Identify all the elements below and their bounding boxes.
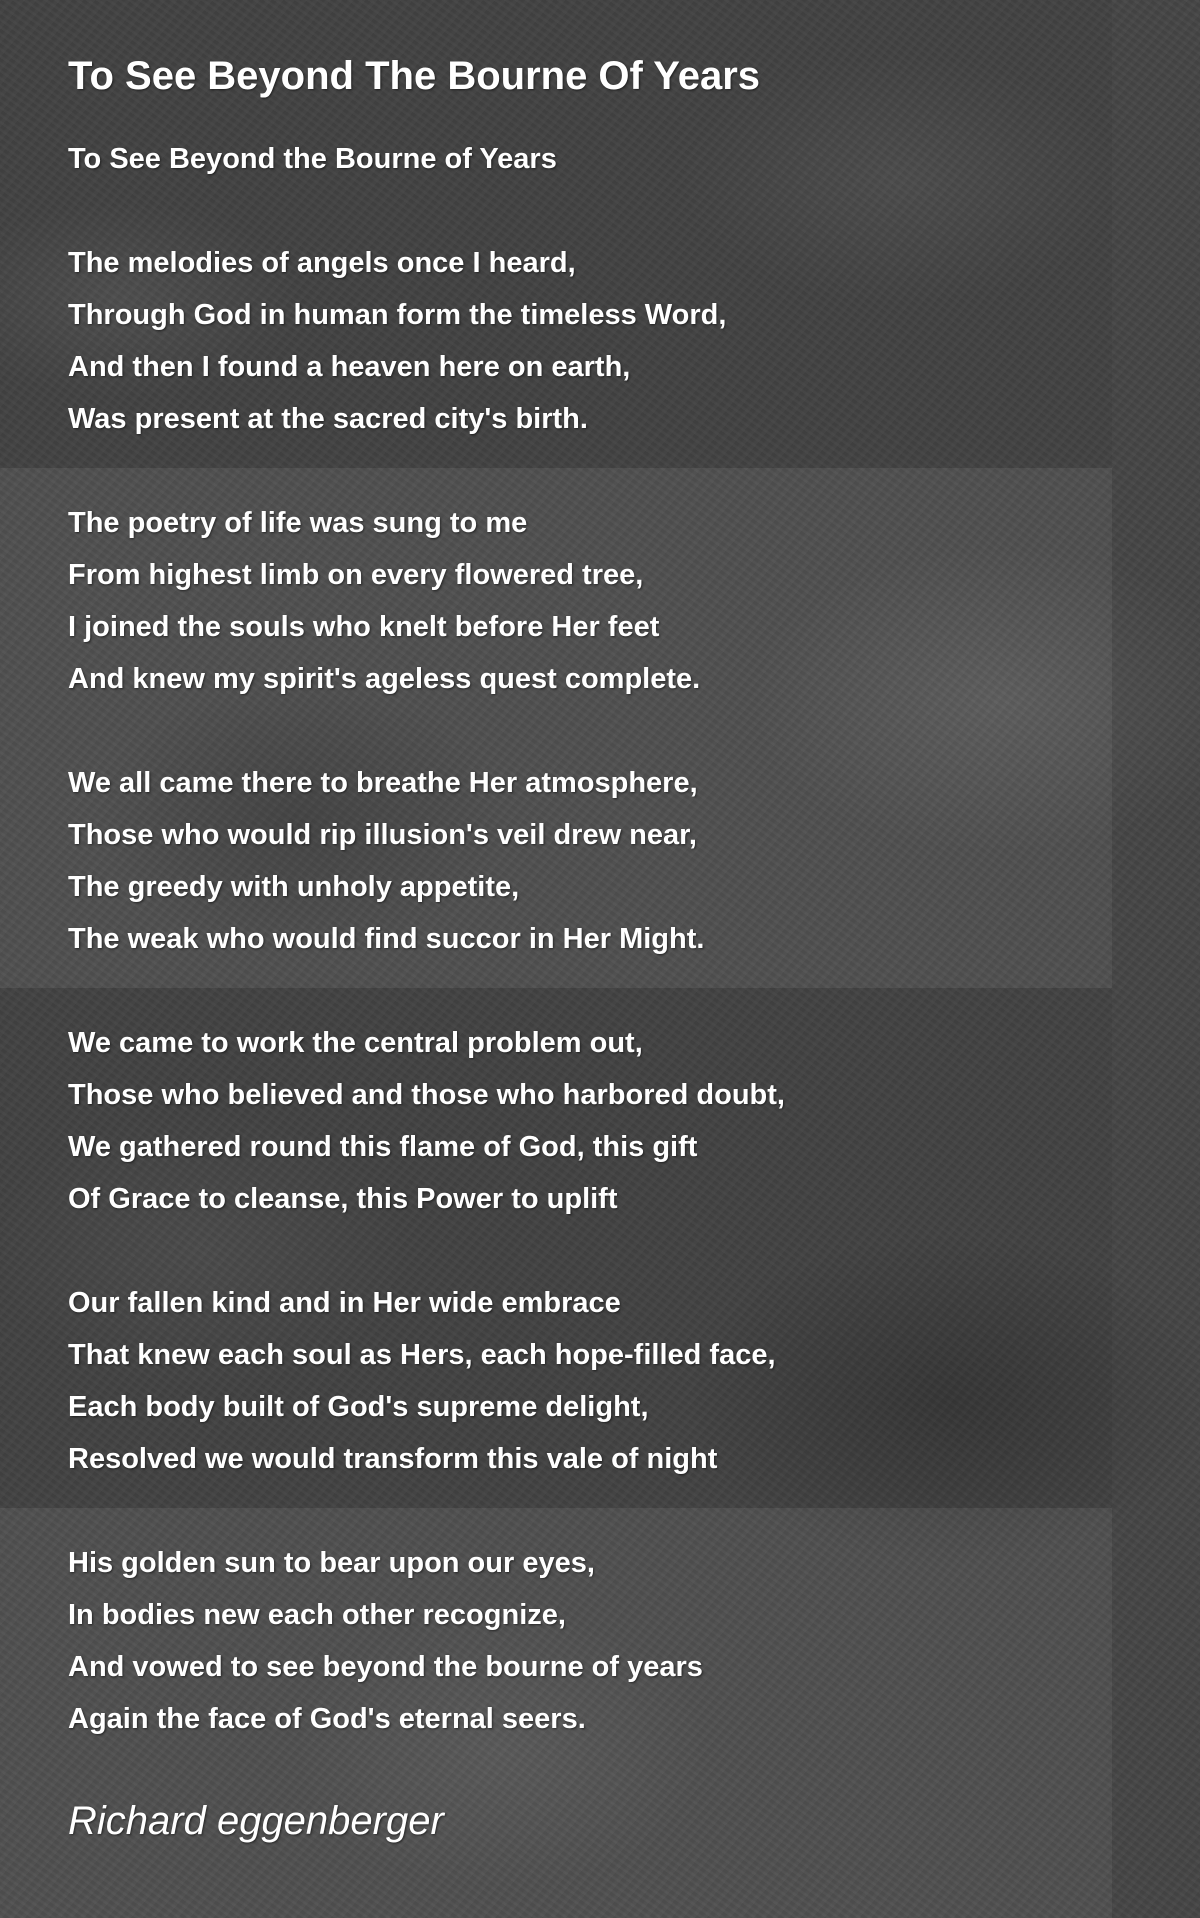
- poem-line: Was present at the sacred city's birth.: [68, 403, 588, 435]
- poem-line: We gathered round this flame of God, this gift: [68, 1131, 698, 1163]
- poem-line: From highest limb on every flowered tree,: [68, 559, 644, 591]
- poem-line: That knew each soul as Hers, each hope-filled face,: [68, 1339, 776, 1371]
- stanza-1: [68, 237, 1128, 445]
- poem-line: I joined the souls who knelt before Her feet: [68, 611, 660, 643]
- poem-author: Richard eggenberger: [68, 1799, 444, 1843]
- poem-line: The poetry of life was sung to me: [68, 507, 528, 539]
- poem-title: To See Beyond The Bourne Of Years: [68, 54, 761, 98]
- poem-line: We all came there to breathe Her atmosphere,: [68, 767, 698, 799]
- poem-line: Those who would rip illusion's veil drew near,: [68, 819, 697, 851]
- stanza-5: [68, 1277, 1128, 1485]
- poem-line: In bodies new each other recognize,: [68, 1599, 566, 1631]
- poem-line: The weak who would find succor in Her Might.: [68, 923, 705, 955]
- poem-line: His golden sun to bear upon our eyes,: [68, 1547, 595, 1579]
- poem-line: And vowed to see beyond the bourne of years: [68, 1651, 703, 1683]
- poem-line: We came to work the central problem out,: [68, 1027, 643, 1059]
- poem-line: Those who believed and those who harbored doubt,: [68, 1079, 785, 1111]
- stanza-4: [68, 1017, 1128, 1225]
- poem-container: [68, 48, 1128, 1851]
- stanza-3: [68, 757, 1128, 965]
- poem-line: And knew my spirit's ageless quest complete.: [68, 663, 701, 695]
- poem-line: Again the face of God's eternal seers.: [68, 1703, 586, 1735]
- poem-line: Resolved we would transform this vale of night: [68, 1443, 718, 1475]
- poem-subtitle: To See Beyond the Bourne of Years: [68, 143, 557, 175]
- poem-line: Through God in human form the timeless Word,: [68, 299, 727, 331]
- poem-line: Our fallen kind and in Her wide embrace: [68, 1287, 621, 1319]
- poem-line: Each body built of God's supreme delight,: [68, 1391, 649, 1423]
- poem-line: Of Grace to cleanse, this Power to uplift: [68, 1183, 618, 1215]
- poem-line: And then I found a heaven here on earth,: [68, 351, 631, 383]
- stanza-2: [68, 497, 1128, 705]
- poem-line: The melodies of angels once I heard,: [68, 247, 576, 279]
- stanza-6: [68, 1537, 1128, 1745]
- poem-line: The greedy with unholy appetite,: [68, 871, 520, 903]
